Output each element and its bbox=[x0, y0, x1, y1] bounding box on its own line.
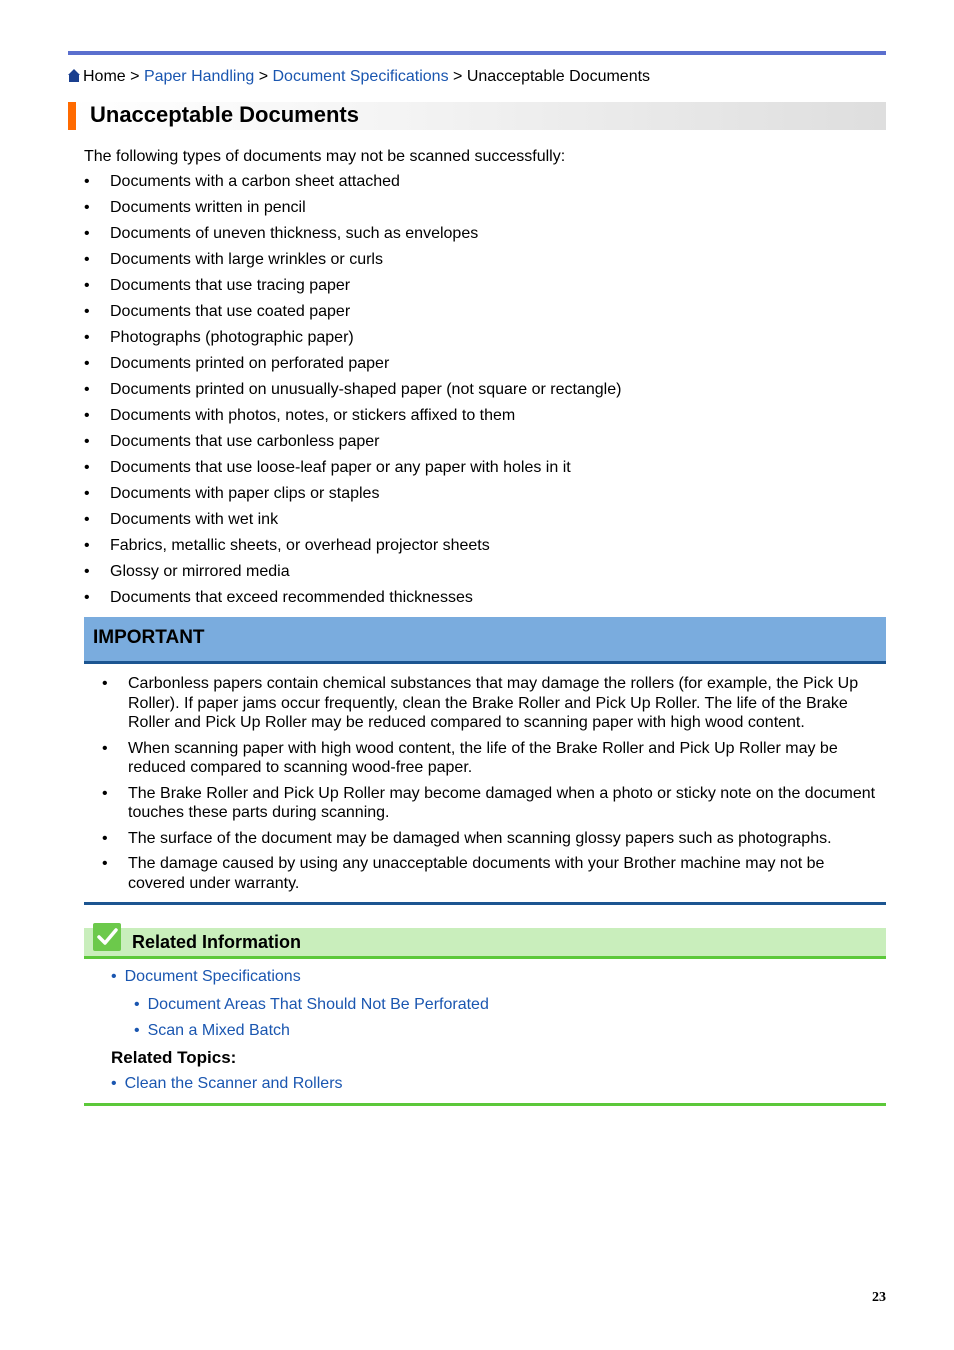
bullet: • bbox=[134, 996, 140, 1013]
list-item: • Documents that use carbonless paper bbox=[84, 432, 621, 458]
related-link-document-areas[interactable]: Document Areas That Should Not Be Perforated bbox=[147, 996, 489, 1013]
top-rule bbox=[68, 51, 886, 55]
list-item: • Glossy or mirrored media bbox=[84, 562, 621, 588]
list-item: • Fabrics, metallic sheets, or overhead projector sheets bbox=[84, 536, 621, 562]
related-link-document-specifications[interactable]: Document Specifications bbox=[124, 968, 301, 985]
important-item: • Carbonless papers contain chemical substances that may damage the rollers (for example, the Pick Up Roller). If paper jams occur frequently, clean the Brake Roller and Pick Up Roller. The life of the Brake Roller and Pick Up Roller may be reduced compared to scanning paper with high wood content. bbox=[84, 674, 886, 733]
list-item: • Photographs (photographic paper) bbox=[84, 328, 621, 354]
unacceptable-documents-list bbox=[84, 172, 621, 614]
important-item: • The Brake Roller and Pick Up Roller may become damaged when a photo or sticky note on the document touches these parts during scanning. bbox=[84, 784, 886, 823]
related-information-heading: Related Information bbox=[132, 932, 302, 952]
list-item: • Documents with wet ink bbox=[84, 510, 621, 536]
list-item: • Documents with a carbon sheet attached bbox=[84, 172, 621, 198]
breadcrumb-separator: > bbox=[130, 68, 140, 85]
home-icon bbox=[68, 68, 80, 88]
important-item: • When scanning paper with high wood content, the life of the Brake Roller and Pick Up Roller may be reduced compared to scanning wood-free paper. bbox=[84, 739, 886, 778]
list-item: • Documents that use loose-leaf paper or any paper with holes in it bbox=[84, 458, 621, 484]
important-header bbox=[84, 617, 886, 664]
intro-text: The following types of documents may not be scanned successfully: bbox=[84, 148, 566, 165]
list-item: • Documents that use coated paper bbox=[84, 302, 621, 328]
related-link-item bbox=[134, 995, 489, 1015]
page-number: 23 bbox=[872, 1290, 886, 1305]
bullet: • bbox=[134, 1022, 140, 1039]
title-accent bbox=[68, 102, 76, 130]
important-heading: IMPORTANT bbox=[93, 627, 205, 648]
list-item: • Documents with large wrinkles or curls bbox=[84, 250, 621, 276]
page-title: Unacceptable Documents bbox=[90, 102, 359, 127]
bullet: • bbox=[111, 1075, 117, 1092]
important-bottom-rule bbox=[84, 902, 886, 905]
breadcrumb-current: Unacceptable Documents bbox=[466, 68, 651, 85]
breadcrumb-home[interactable]: Home bbox=[83, 68, 126, 85]
breadcrumb-separator: > bbox=[258, 68, 269, 85]
bottom-rule bbox=[84, 1103, 886, 1106]
important-list bbox=[84, 664, 886, 893]
list-item: • Documents that exceed recommended thicknesses bbox=[84, 588, 621, 614]
related-topics-label: Related Topics: bbox=[111, 1048, 237, 1067]
important-box bbox=[84, 617, 886, 899]
breadcrumb-paper-handling-link[interactable]: Paper Handling bbox=[143, 68, 255, 85]
breadcrumb-document-specifications-link[interactable]: Document Specifications bbox=[272, 68, 449, 85]
breadcrumb-separator: > bbox=[453, 68, 463, 85]
related-link-item bbox=[134, 1021, 290, 1041]
list-item: • Documents with photos, notes, or stickers affixed to them bbox=[84, 406, 621, 432]
related-link-item bbox=[111, 967, 301, 987]
list-item: • Documents with paper clips or staples bbox=[84, 484, 621, 510]
page-title-bar bbox=[68, 102, 886, 130]
list-item: • Documents written in pencil bbox=[84, 198, 621, 224]
related-topic-item bbox=[111, 1074, 343, 1094]
breadcrumb bbox=[68, 67, 650, 88]
list-item: • Documents printed on perforated paper bbox=[84, 354, 621, 380]
list-item: • Documents of uneven thickness, such as envelopes bbox=[84, 224, 621, 250]
list-item: • Documents printed on unusually-shaped paper (not square or rectangle) bbox=[84, 380, 621, 406]
important-item: • The damage caused by using any unacceptable documents with your Brother machine may not be covered under warranty. bbox=[84, 854, 886, 893]
related-information-header bbox=[84, 928, 886, 959]
related-topic-clean-scanner[interactable]: Clean the Scanner and Rollers bbox=[124, 1075, 343, 1092]
important-item: • The surface of the document may be damaged when scanning glossy papers such as photographs. bbox=[84, 829, 886, 849]
related-link-scan-mixed-batch[interactable]: Scan a Mixed Batch bbox=[147, 1022, 290, 1039]
bullet: • bbox=[111, 968, 117, 985]
check-icon bbox=[93, 923, 121, 951]
list-item: • Documents that use tracing paper bbox=[84, 276, 621, 302]
